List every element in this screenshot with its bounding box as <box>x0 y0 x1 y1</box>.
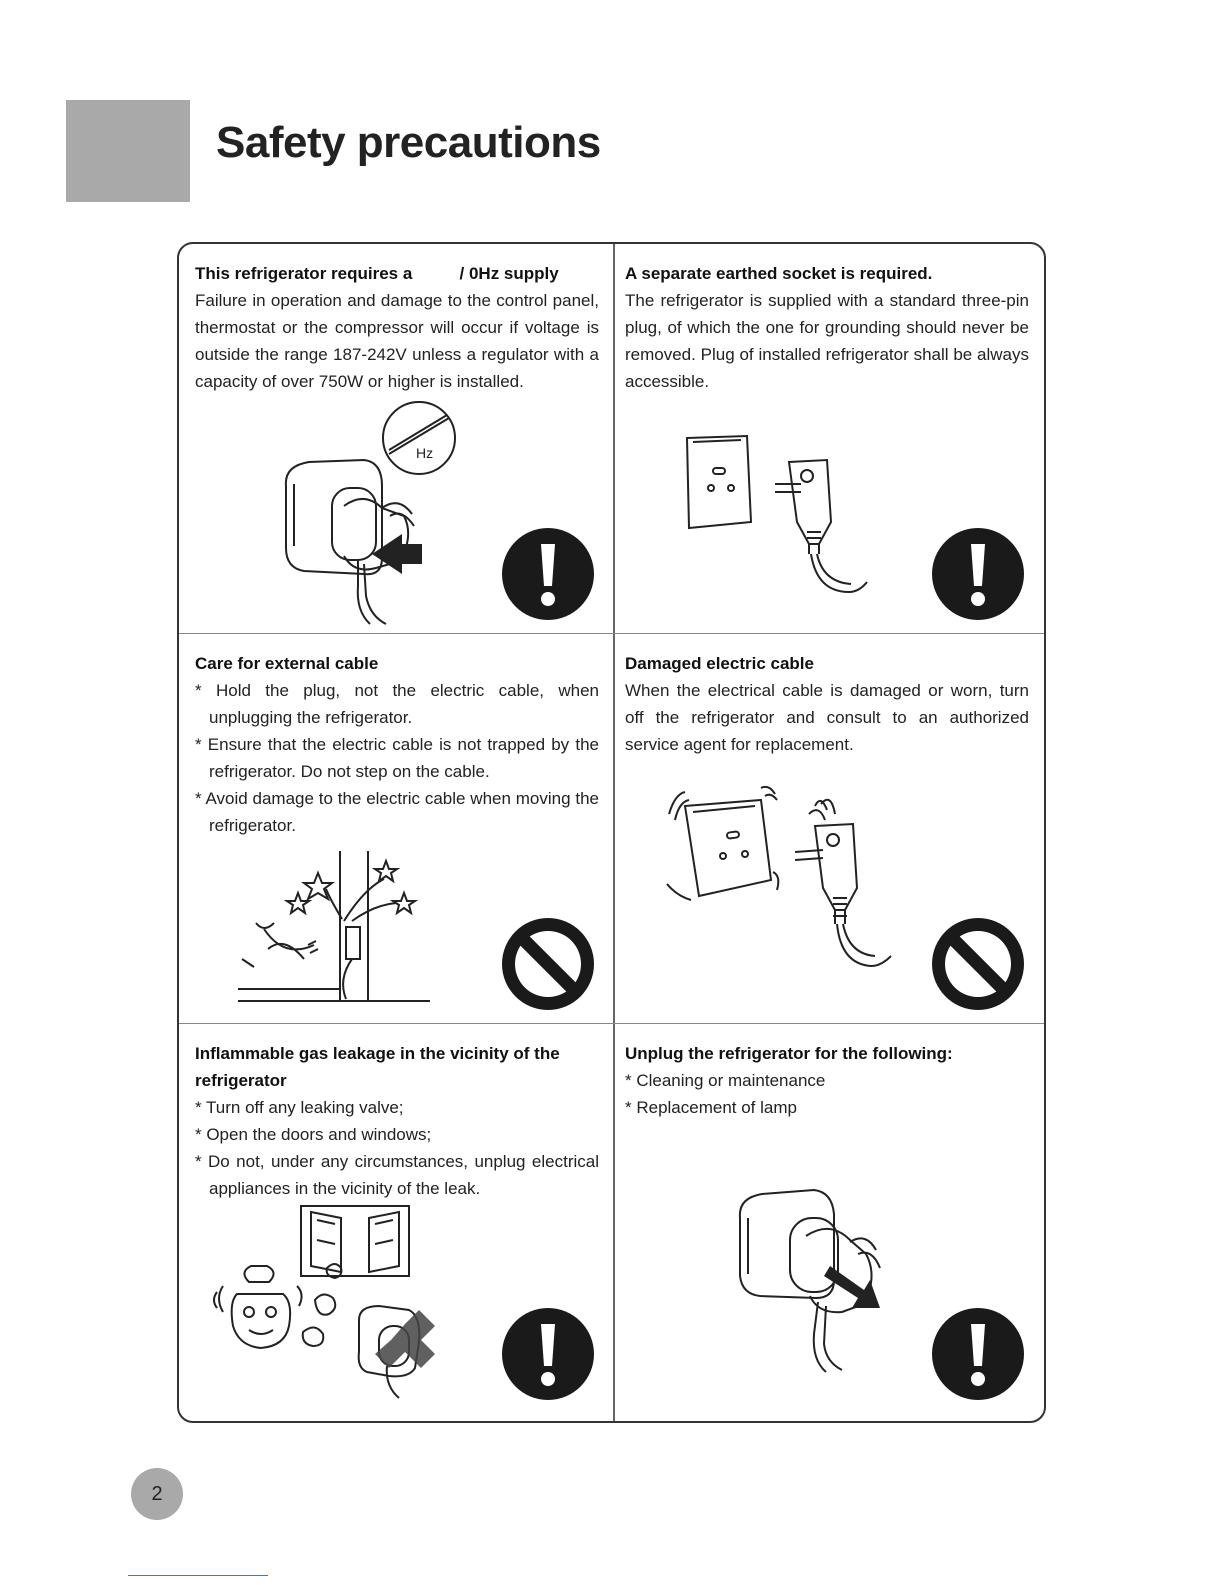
mandatory-icon <box>502 1308 594 1400</box>
section-body: When the electrical cable is damaged or worn, turn off the refrigerator and consult to an authorized service agent for replacement. <box>625 681 1029 754</box>
bullet-item: * Ensure that the electric cable is not trapped by the refrigerator. Do not step on the cable. <box>195 735 599 781</box>
page-number: 2 <box>131 1468 183 1520</box>
page-title: Safety precautions <box>216 118 601 167</box>
footer-link-line <box>128 1575 268 1576</box>
column-divider <box>613 244 615 1421</box>
bullet-item: * Open the doors and windows; <box>195 1125 432 1144</box>
mandatory-icon <box>502 528 594 620</box>
section-heading: This refrigerator requires a / 0Hz supply <box>195 264 559 283</box>
bullet-item: * Hold the plug, not the electric cable, when unplugging the refrigerator. <box>195 681 599 727</box>
bullet-item: * Do not, under any circumstances, unplug electrical appliances in the vicinity of the leak. <box>195 1152 599 1198</box>
section-heading: A separate earthed socket is required. <box>625 264 933 283</box>
section-body: Failure in operation and damage to the control panel, thermostat or the compressor will occur if voltage is outside the range 187-242V unless a regulator with a capacity of over 750W or higher is installed. <box>195 291 599 391</box>
bullet-item: * Replacement of lamp <box>625 1098 797 1117</box>
section-heading: Inflammable gas leakage in the vicinity of the refrigerator <box>195 1044 560 1090</box>
plug-insertion-illustration <box>274 396 464 626</box>
row-divider <box>179 633 1044 634</box>
title-color-block <box>66 100 190 202</box>
section-heading: Damaged electric cable <box>625 654 814 673</box>
unplug-illustration <box>734 1184 904 1374</box>
trapped-cable-illustration <box>234 849 434 1009</box>
bullet-item: * Avoid damage to the electric cable when moving the refrigerator. <box>195 789 599 835</box>
section-body: The refrigerator is supplied with a standard three-pin plug, of which the one for grounding should never be removed. Plug of installed refrigerator shall be always accessible. <box>625 291 1029 391</box>
mandatory-icon <box>932 1308 1024 1400</box>
prohibited-icon <box>932 918 1024 1010</box>
row-divider <box>179 1023 1044 1024</box>
damaged-socket-illustration <box>665 784 895 974</box>
safety-grid <box>177 242 1046 1423</box>
gas-leak-illustration <box>209 1202 449 1402</box>
prohibited-icon <box>502 918 594 1010</box>
hz-label: Hz <box>416 445 434 461</box>
section-heading: Unplug the refrigerator for the following: <box>625 1044 953 1063</box>
bullet-item: * Turn off any leaking valve; <box>195 1098 404 1117</box>
mandatory-icon <box>932 528 1024 620</box>
section-heading: Care for external cable <box>195 654 379 673</box>
socket-and-plug-illustration <box>679 432 879 602</box>
bullet-item: * Cleaning or maintenance <box>625 1071 826 1090</box>
